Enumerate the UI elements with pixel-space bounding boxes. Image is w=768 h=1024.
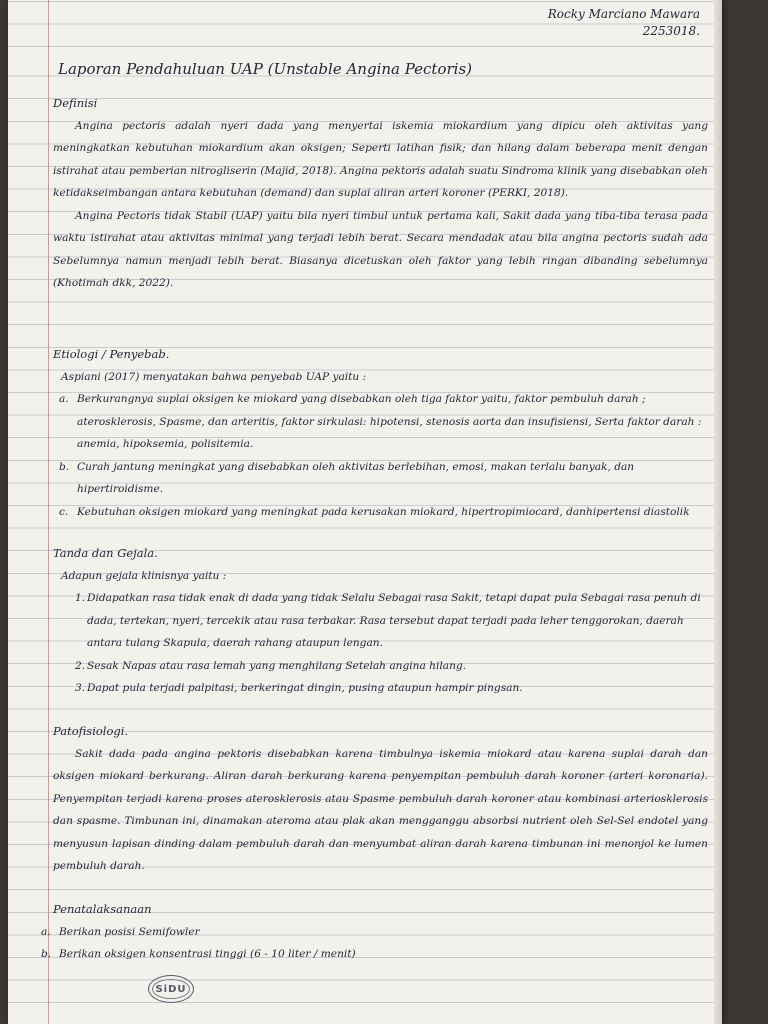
definisi-paragraph-1: Angina pectoris adalah nyeri dada yang menyertai iskemia miokardium yang dipicu oleh aktivitas yang meningkatkan kebutuhan miokardium akan oksigen; Seperti latihan fisik; dan hilang dalam beberapa menit dengan istirahat atau pemberian nitrogliserin (Majid, 2018). Angina pektoris adalah suatu Sindroma klinik yang disebabkan oleh ketidakseimbangan antara kebutuhan (demand) dan suplai aliran arteri koroner (PERKI, 2018). [53, 119, 708, 199]
list-item-text: Berikan posisi Semifowler [59, 925, 200, 938]
etiologi-list [53, 388, 708, 523]
tanda-gejala-section [53, 542, 708, 700]
list-item [35, 921, 708, 944]
tanda-heading: Tanda dan Gejala. [53, 546, 158, 560]
margin-line [48, 0, 49, 1024]
list-item [53, 388, 708, 456]
author-id: 2253018. [642, 24, 700, 38]
list-marker: a. [59, 393, 69, 405]
list-item-text: Berikan oksigen konsentrasi tinggi (6 - 10 liter / menit) [59, 948, 356, 960]
author-name: Rocky Marciano Mawara [547, 7, 700, 21]
etiologi-intro: Aspiani (2017) menyatakan bahwa penyebab UAP yaitu : [61, 370, 367, 383]
list-marker: 3. [75, 682, 86, 694]
etiologi-section [53, 343, 708, 523]
penatalaksanaan-section [41, 898, 708, 966]
penatalaksanaan-heading: Penatalaksanaan [53, 902, 152, 916]
list-item [35, 943, 708, 966]
list-item [53, 655, 708, 678]
list-marker: a. [41, 925, 51, 938]
list-marker: b. [41, 948, 52, 960]
list-item-text: Berkurangnya suplai oksigen ke miokard yang disebabkan oleh tiga faktor yaitu, faktor pembuluh darah ; aterosklerosis, Spasme, dan arteritis, faktor sirkulasi: hipotensi, stenosis aorta dan insufisiensi, Serta faktor darah : anemia, hipoksemia, polisitemia. [77, 393, 702, 450]
definisi-section [53, 92, 708, 295]
patofisiologi-paragraph: Sakit dada pada angina pektoris disebabkan karena timbulnya iskemia miokard atau karena suplai darah dan oksigen miokard berkurang. Aliran darah berkurang karena penyempitan pembuluh darah koroner (arteri koronaria). Penyempitan terjadi karena proses aterosklerosis atau Spasme pembuluh darah koroner atau kombinasi arteriosklerosis dan spasme. Timbunan ini, dinamakan ateroma atau plak akan mengganggu absorbsi nutrient oleh Sel-Sel endotel yang menyusun lapisan dinding dalam pembuluh darah dan menyumbat aliran darah karena timbunan ini menonjol ke lumen pembuluh darah. [53, 747, 708, 872]
list-marker: b. [59, 460, 70, 473]
list-item-text: Curah jantung meningkat yang disebabkan oleh aktivitas berlebihan, emosi, makan terlalu banyak, dan hipertiroidisme. [77, 460, 635, 495]
tanda-list [53, 587, 708, 700]
list-item-text: Kebutuhan oksigen miokard yang meningkat pada kerusakan miokard, hipertropimiocard, danhipertensi diastolik [77, 505, 690, 518]
list-item [53, 677, 708, 700]
list-item-text: Dapat pula terjadi palpitasi, berkeringat dingin, pusing ataupun hampir pingsan. [87, 682, 523, 694]
sidu-logo-stamp: SiDU [148, 975, 194, 1003]
list-item-text: Didapatkan rasa tidak enak di dada yang tidak Selalu Sebagai rasa Sakit, tetapi dapat pula Sebagai rasa penuh di dada, tertekan, nyeri, tercekik atau rasa terbakar. Rasa tersebut dapat terjadi pada leher tenggorokan, daerah antara tulang Skapula, daerah rahang ataupun lengan. [87, 592, 701, 649]
etiologi-heading: Etiologi / Penyebab. [53, 347, 170, 361]
list-marker: 1. [75, 592, 86, 604]
list-item [53, 501, 708, 524]
patofisiologi-section [53, 720, 708, 878]
definisi-paragraph-2: Angina Pectoris tidak Stabil (UAP) yaitu bila nyeri timbul untuk pertama kali, Sakit dada yang tiba-tiba terasa pada waktu istirahat atau aktivitas minimal yang terjadi lebih berat. Secara mendadak atau bila angina pectoris sudah ada Sebelumnya namun menjadi lebih berat. Biasanya dicetuskan oleh faktor yang lebih ringan dibanding sebelumnya (Khotimah dkk, 2022). [53, 209, 708, 289]
author-header [548, 6, 700, 40]
list-item-text: Sesak Napas atau rasa lemah yang menghilang Setelah angina hilang. [87, 659, 467, 672]
notebook-page [8, 0, 722, 1024]
patofisiologi-heading: Patofisiologi. [53, 724, 129, 738]
tanda-intro: Adapun gejala klinisnya yaitu : [61, 569, 227, 582]
list-marker: 2. [75, 659, 86, 672]
list-item [53, 456, 708, 501]
page-edge [714, 0, 722, 1024]
definisi-heading: Definisi [53, 96, 98, 110]
penatalaksanaan-list [35, 921, 708, 966]
list-marker: c. [59, 505, 69, 518]
page-title: Laporan Pendahuluan UAP (Unstable Angina Pectoris) [58, 60, 473, 78]
list-item [53, 587, 708, 655]
